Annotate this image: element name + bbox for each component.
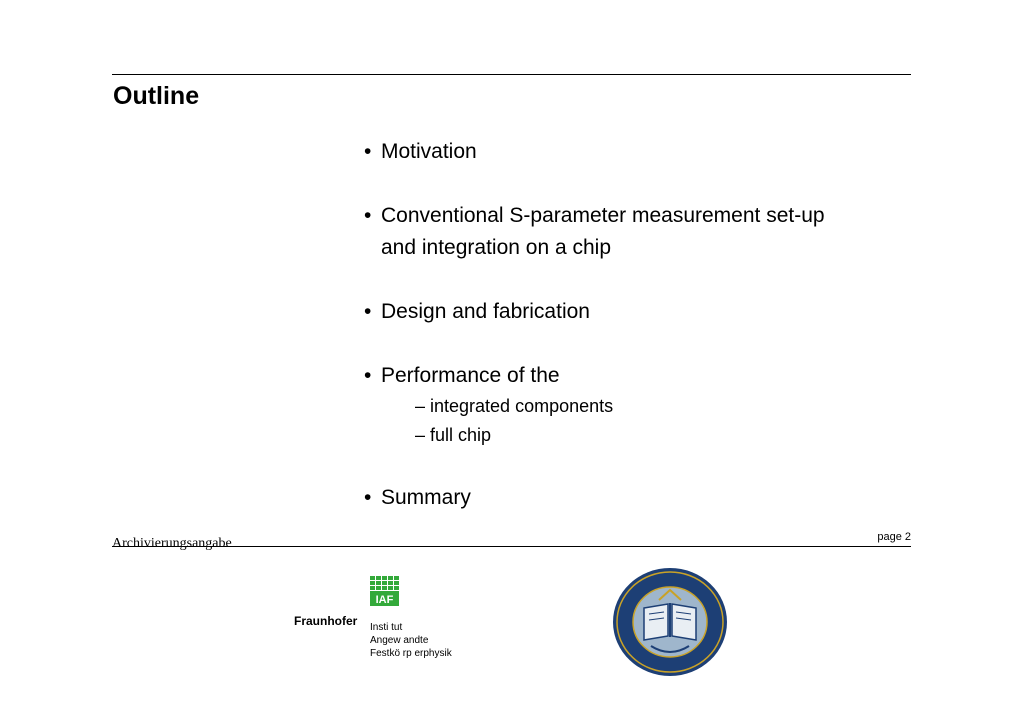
seal-book-icon <box>644 603 696 640</box>
bullet-summary <box>364 482 904 514</box>
fraunhofer-name: Fraunhofer <box>294 614 358 628</box>
bullet-conventional-setup <box>364 200 904 264</box>
institute-name <box>370 621 452 660</box>
bullet-glyph: • <box>364 204 372 227</box>
bullet-text: Summary <box>381 486 471 509</box>
bullet-glyph: • <box>364 140 372 163</box>
bullet-design-fabrication <box>364 296 904 328</box>
bullet-text: Conventional S-parameter measurement set-up <box>381 204 825 227</box>
bullet-glyph: • <box>364 300 372 323</box>
bullet-text: Design and fabrication <box>381 300 590 323</box>
slide-title: Outline <box>113 82 200 110</box>
bullet-performance <box>364 360 904 392</box>
bullet-text: Performance of the <box>381 364 560 387</box>
outline-list <box>364 136 904 514</box>
iaf-logo <box>370 576 400 606</box>
iaf-logo-text: IAF <box>375 594 394 606</box>
institute-line: Angew andte <box>370 635 429 646</box>
bullet-text: Motivation <box>381 140 477 163</box>
university-seal <box>611 566 729 678</box>
archive-label: Archivierungsangabe <box>112 536 232 551</box>
institute-line: Insti tut <box>370 622 403 633</box>
top-rule <box>112 74 911 75</box>
subitem-integrated-components: – integrated components <box>415 396 614 416</box>
page-number: page 2 <box>877 531 911 543</box>
bullet-motivation <box>364 136 904 168</box>
bullet-glyph: • <box>364 364 372 387</box>
subitem-full-chip: – full chip <box>415 425 492 445</box>
bullet-text-continuation: and integration on a chip <box>381 236 612 259</box>
bullet-glyph: • <box>364 486 372 509</box>
institute-line: Festkö rp erphysik <box>370 648 452 659</box>
bottom-rule <box>112 546 911 547</box>
